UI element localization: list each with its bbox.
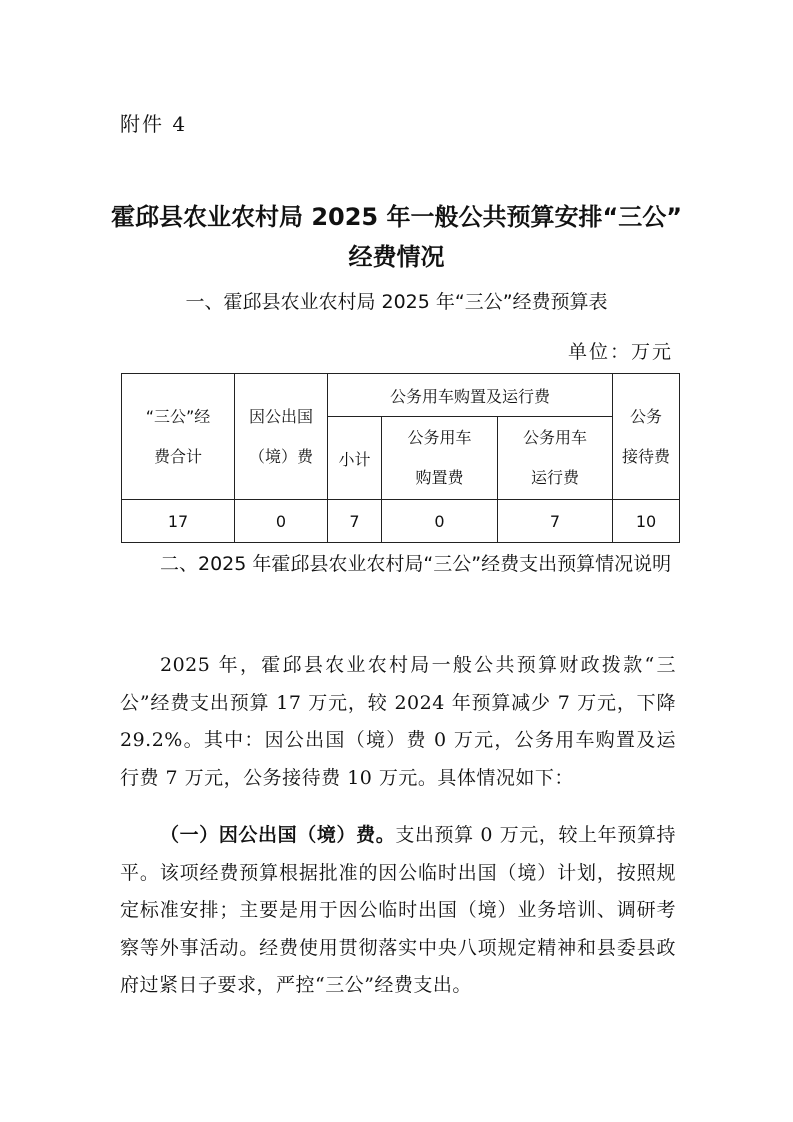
- paragraph-travel-body: 支出预算 0 万元，较上年预算持平。该项经费预算根据批准的因公临时出国（境）计划，按照规定标准安排；主要是用于因公临时出国（境）业务培训、调研考察等外事活动。经费使用贯彻落实中央八项规定精神和县委县政府过紧日子要求，严控“三公”经费支出。: [120, 824, 676, 996]
- value-total: 17: [122, 500, 235, 543]
- unit-label: 单位：万元: [567, 341, 673, 363]
- header-subtotal: 小计: [328, 417, 382, 500]
- header-car-operation-line1: 公务用车: [522, 428, 587, 447]
- header-travel: [235, 374, 328, 500]
- header-total: [122, 374, 235, 500]
- table-row: [122, 500, 680, 543]
- value-car-purchase: 0: [382, 500, 498, 543]
- header-total-line1: “三公”经: [145, 406, 211, 426]
- paragraph-travel: [120, 817, 676, 1005]
- section1-heading: 一、霍邱县农业农村局 2025 年“三公”经费预算表: [185, 291, 608, 313]
- header-travel-line1: 因公出国: [248, 406, 313, 426]
- header-car-operation-line2: 运行费: [530, 468, 579, 487]
- header-car-purchase: [382, 417, 498, 500]
- value-travel: 0: [235, 500, 328, 543]
- header-reception-line2: 接待费: [621, 446, 670, 466]
- budget-table: [121, 373, 680, 543]
- header-travel-line2: （境）费: [248, 446, 313, 466]
- header-reception-line1: 公务: [629, 406, 662, 426]
- section2-heading: 二、2025 年霍邱县农业农村局“三公”经费支出预算情况说明: [160, 553, 672, 575]
- value-reception: 10: [613, 500, 680, 543]
- header-car-purchase-line2: 购置费: [415, 468, 464, 487]
- header-total-line2: 费合计: [153, 446, 202, 466]
- document-title-line1: 霍邱县农业农村局 2025 年一般公共预算安排“三公”: [110, 203, 683, 231]
- document-title-line2: 经费情况: [348, 243, 445, 271]
- attachment-label: 附件 4: [120, 112, 188, 136]
- value-car-operation: 7: [498, 500, 613, 543]
- paragraph-summary: 2025 年，霍邱县农业农村局一般公共预算财政拨款“三公”经费支出预算 17 万元，较 2024 年预算减少 7 万元，下降 29.2%。其中：因公出国（境）费 0 万元，公务用车购置及运行费 7 万元，公务接待费 10 万元。具体情况如下：: [120, 654, 676, 789]
- header-car-operation: [498, 417, 613, 500]
- header-car-purchase-line1: 公务用车: [407, 428, 472, 447]
- header-reception: [613, 374, 680, 500]
- paragraph-travel-heading: （一）因公出国（境）费。: [160, 824, 396, 846]
- header-car: 公务用车购置及运行费: [328, 374, 613, 417]
- value-subtotal: 7: [328, 500, 382, 543]
